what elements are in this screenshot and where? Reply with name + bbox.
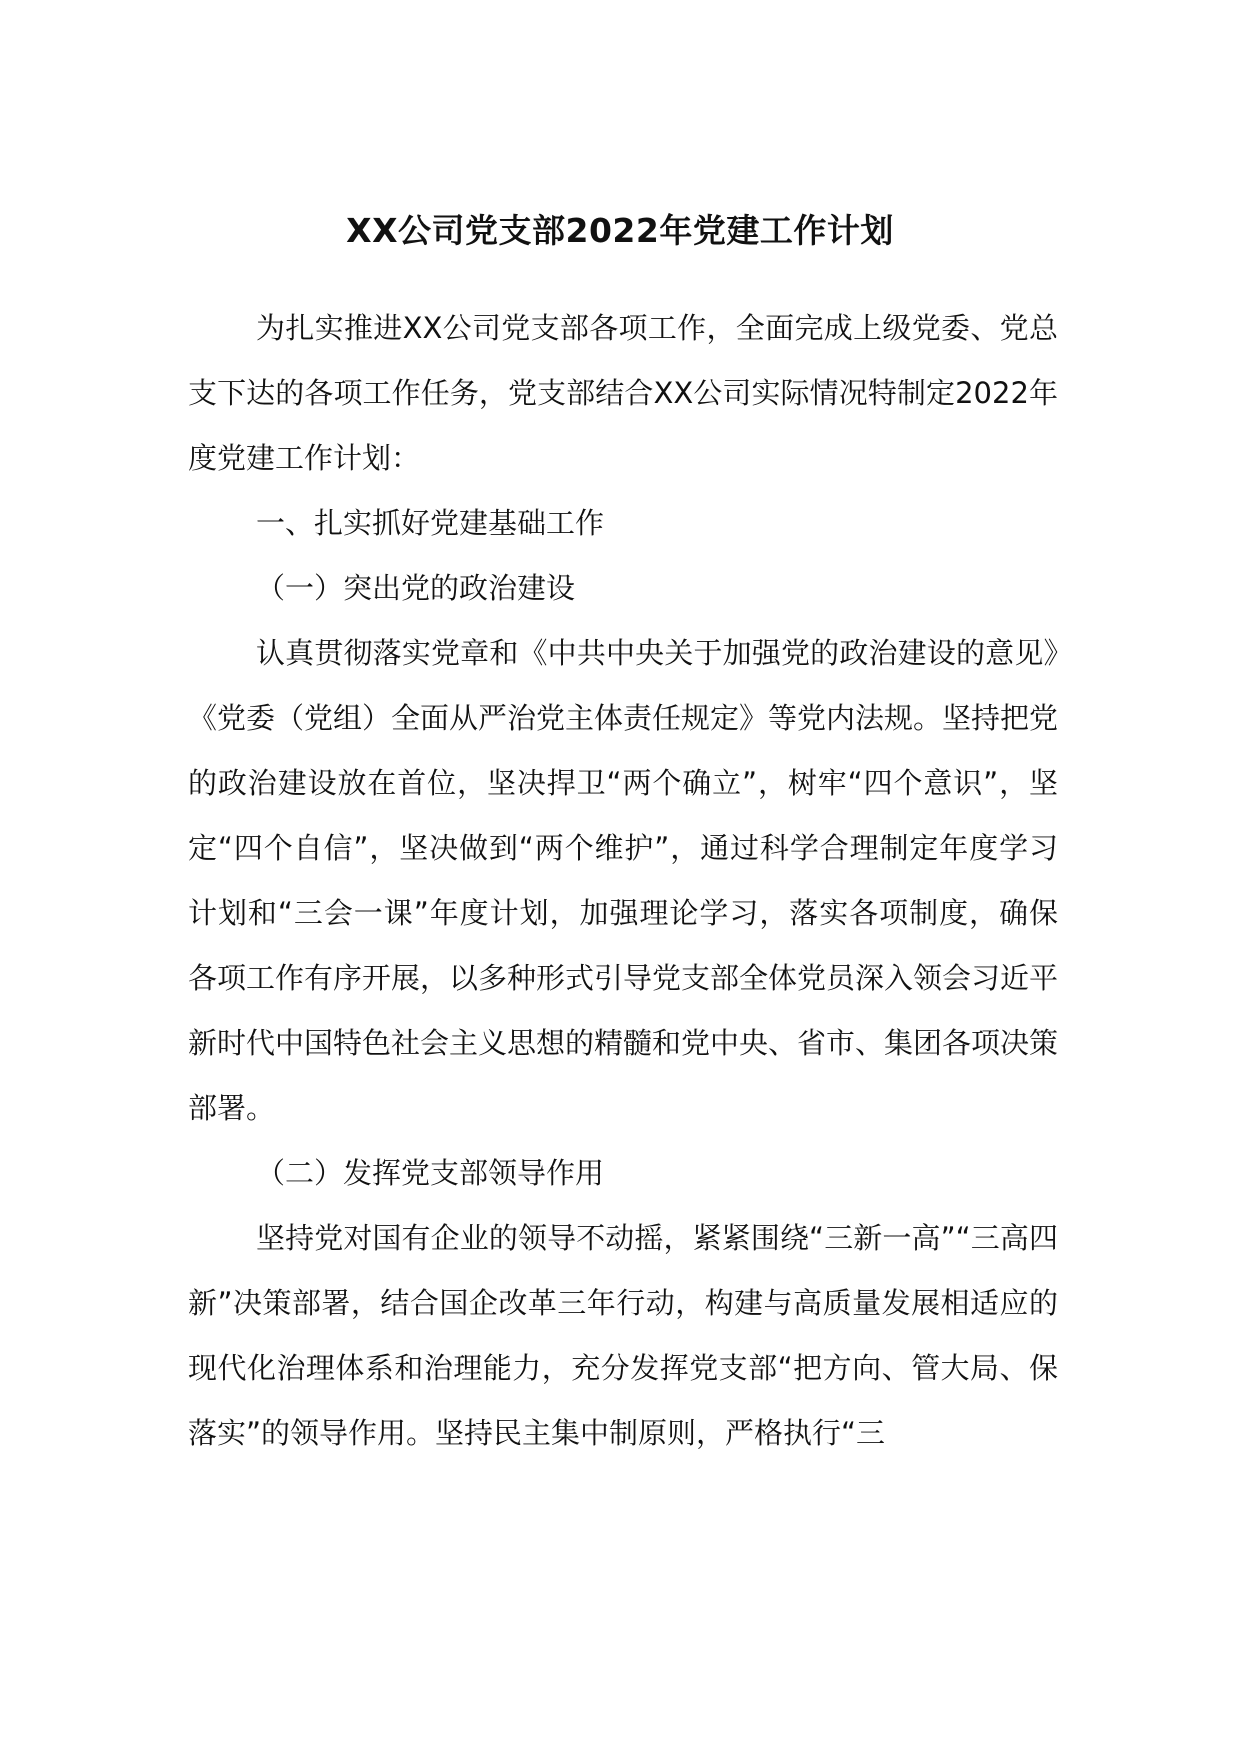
body-paragraph-1: 认真贯彻落实党章和《中共中央关于加强党的政治建设的意见》《党委（党组）全面从严治党主体责任规定》等党内法规。坚持把党的政治建设放在首位，坚决捍卫“两个确立”，树牢“四个意识”，坚定“四个自信”，坚决做到“两个维护”，通过科学合理制定年度学习计划和“三会一课”年度计划，加强理论学习，落实各项制度，确保各项工作有序开展，以多种形式引导党支部全体党员深入领会习近平新时代中国特色社会主义思想的精髓和党中央、省市、集团各项决策部署。 bbox=[188, 636, 1059, 1125]
body-paragraph-2: 坚持党对国有企业的领导不动摇，紧紧围绕“三新一高”“三高四新”决策部署，结合国企改革三年行动，构建与高质量发展相适应的现代化治理体系和治理能力，充分发挥党支部“把方向、管大局、保落实”的领导作用。坚持民主集中制原则，严格执行“三 bbox=[188, 1221, 1058, 1450]
intro-paragraph: 为扎实推进XX公司党支部各项工作，全面完成上级党委、党总支下达的各项工作任务，党支部结合XX公司实际情况特制定2022年度党建工作计划： bbox=[188, 311, 1058, 475]
section-heading-1: 一、扎实抓好党建基础工作 bbox=[256, 506, 605, 540]
document-title: XX公司党支部2022年党建工作计划 bbox=[346, 211, 894, 250]
subsection-heading-1: （一）突出党的政治建设 bbox=[256, 571, 576, 605]
subsection-heading-2: （二）发挥党支部领导作用 bbox=[256, 1156, 605, 1190]
document-body bbox=[188, 296, 1058, 1466]
